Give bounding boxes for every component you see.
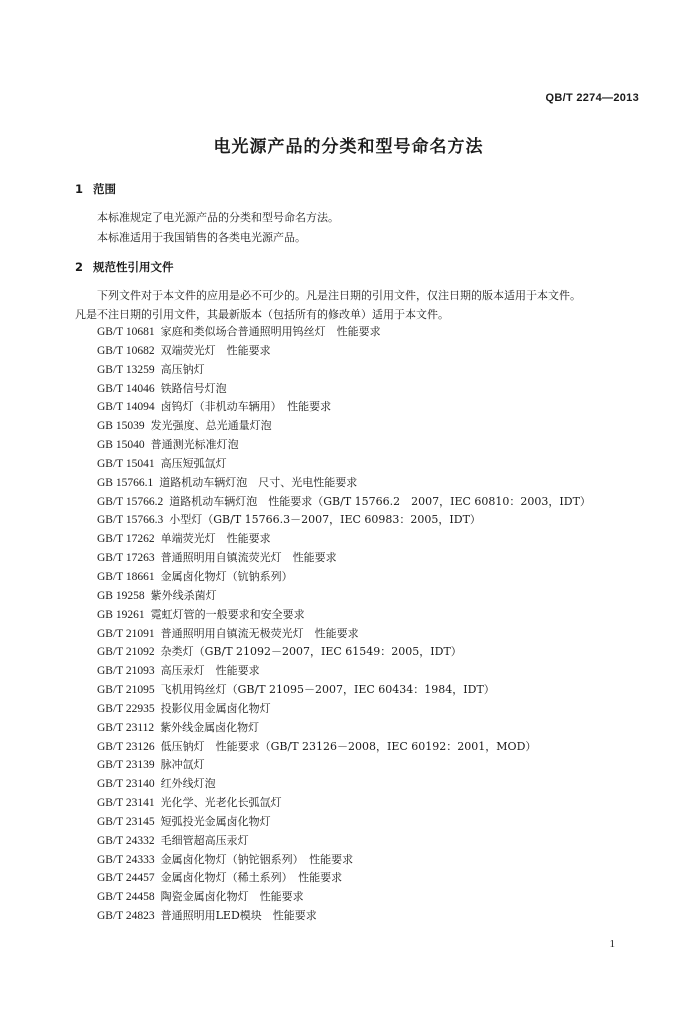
reference-code: GB/T 14094	[97, 401, 155, 414]
reference-title: 光化学、光老化长弧氙灯	[160, 796, 282, 810]
section-title: 规范性引用文件	[93, 260, 174, 274]
reference-code: GB 19258	[97, 589, 145, 602]
reference-item	[97, 832, 591, 851]
reference-title: 紫外线金属卤化物灯	[160, 720, 260, 734]
reference-title: 普通照明用LED模块 性能要求	[160, 909, 317, 923]
reference-item	[97, 851, 591, 870]
reference-code: GB/T 24823	[97, 910, 155, 923]
reference-item	[97, 568, 591, 587]
reference-title: 高压短弧氙灯	[160, 456, 227, 470]
reference-item	[97, 493, 591, 512]
reference-code: GB/T 10681	[97, 326, 155, 338]
paragraph: 下列文件对于本文件的应用是必不可少的。凡是注日期的引用文件，仅注日期的版本适用于本文件。	[97, 289, 581, 302]
reference-title: 高压钠灯	[160, 362, 205, 376]
reference-code: GB/T 15766.3	[97, 514, 164, 527]
reference-code: GB/T 23140	[97, 778, 155, 791]
reference-title: 普通照明用自镇流无极荧光灯 性能要求	[160, 626, 359, 640]
reference-title: 发光强度、总光通量灯泡	[150, 419, 272, 433]
reference-code: GB/T 23139	[97, 759, 155, 772]
reference-title: 脉冲氙灯	[160, 758, 205, 772]
reference-title: 单端荧光灯 性能要求	[160, 532, 271, 546]
reference-title: 杂类灯（GB/T 21092－2007，IEC 61549：2005，IDT）	[160, 645, 462, 659]
reference-title: 金属卤化物灯（钪钠系列）	[160, 569, 293, 583]
reference-title: 双端荧光灯 性能要求	[160, 343, 271, 357]
standard-code: QB/T 2274—2013	[545, 92, 639, 104]
reference-item	[97, 888, 591, 907]
reference-title: 投影仪用金属卤化物灯	[160, 701, 271, 715]
reference-code: GB/T 10682	[97, 344, 155, 357]
reference-item	[97, 474, 591, 493]
reference-title: 陶瓷金属卤化物灯 性能要求	[160, 890, 304, 904]
reference-title: 铁路信号灯泡	[160, 381, 227, 395]
reference-item	[97, 530, 591, 549]
reference-code: GB 15039	[97, 420, 145, 433]
reference-item	[97, 700, 591, 719]
reference-code: GB 15766.1	[97, 476, 154, 489]
reference-title: 家庭和类似场合普通照明用钨丝灯 性能要求	[160, 325, 381, 338]
reference-code: GB/T 21092	[97, 646, 155, 659]
reference-title: 普通测光标准灯泡	[150, 438, 239, 452]
section-title: 范围	[93, 182, 116, 196]
reference-list	[97, 323, 591, 926]
reference-code: GB/T 23145	[97, 815, 155, 828]
reference-title: 低压钠灯 性能要求（GB/T 23126－2008，IEC 60192：2001，MOD）	[160, 739, 537, 753]
reference-code: GB/T 22935	[97, 702, 155, 715]
reference-title: 普通照明用自镇流荧光灯 性能要求	[160, 551, 337, 565]
reference-title: 毛细管超高压汞灯	[160, 833, 249, 847]
reference-title: 小型灯（GB/T 15766.3－2007，IEC 60983：2005，IDT）	[169, 513, 481, 527]
reference-code: GB/T 23126	[97, 740, 155, 753]
reference-code: GB/T 18661	[97, 570, 155, 583]
reference-code: GB/T 17262	[97, 533, 155, 546]
reference-item	[97, 361, 591, 380]
reference-item	[97, 756, 591, 775]
reference-code: GB/T 21091	[97, 627, 155, 640]
reference-code: GB/T 24332	[97, 834, 155, 847]
reference-item	[97, 417, 591, 436]
reference-title: 高压汞灯 性能要求	[160, 664, 260, 678]
reference-code: GB/T 24333	[97, 853, 155, 866]
reference-code: GB/T 13259	[97, 363, 155, 376]
reference-title: 红外线灯泡	[160, 777, 216, 791]
reference-code: GB 19261	[97, 608, 145, 621]
reference-item	[97, 813, 591, 832]
reference-item	[97, 775, 591, 794]
reference-item	[97, 455, 591, 474]
reference-item	[97, 662, 591, 681]
paragraph: 本标准规定了电光源产品的分类和型号命名方法。	[97, 211, 339, 224]
section-heading-normative-references	[75, 259, 174, 275]
reference-item	[97, 869, 591, 888]
reference-title: 道路机动车辆灯泡 性能要求（GB/T 15766.2 2007，IEC 60810：2003，IDT）	[169, 494, 591, 508]
reference-item	[97, 719, 591, 738]
document-title: 电光源产品的分类和型号命名方法	[213, 137, 484, 157]
reference-item	[97, 342, 591, 361]
section-number: 2	[75, 260, 84, 274]
reference-code: GB/T 21095	[97, 684, 155, 697]
page-number: 1	[609, 938, 615, 950]
reference-item	[97, 398, 591, 417]
reference-title: 霓虹灯管的一般要求和安全要求	[150, 607, 305, 621]
reference-title: 道路机动车辆灯泡 尺寸、光电性能要求	[159, 475, 358, 489]
reference-code: GB/T 15766.2	[97, 495, 164, 508]
reference-item	[97, 380, 591, 399]
reference-item	[97, 625, 591, 644]
reference-title: 金属卤化物灯（钠铊铟系列） 性能要求	[160, 852, 354, 866]
reference-item	[97, 681, 591, 700]
reference-item	[97, 549, 591, 568]
reference-code: GB/T 14046	[97, 382, 155, 395]
reference-item	[97, 511, 591, 530]
reference-code: GB/T 15041	[97, 457, 155, 470]
reference-item	[97, 436, 591, 455]
reference-code: GB/T 17263	[97, 552, 155, 565]
reference-item	[97, 587, 591, 606]
reference-item	[97, 323, 591, 342]
reference-item	[97, 643, 591, 662]
reference-code: GB/T 24458	[97, 891, 155, 904]
reference-title: 卤钨灯（非机动车辆用） 性能要求	[160, 400, 332, 414]
section-number: 1	[75, 182, 84, 196]
reference-item	[97, 606, 591, 625]
reference-item	[97, 907, 591, 926]
reference-title: 紫外线杀菌灯	[150, 588, 217, 602]
reference-code: GB/T 23112	[97, 721, 155, 734]
reference-title: 飞机用钨丝灯（GB/T 21095－2007，IEC 60434：1984，IDT）	[160, 683, 495, 697]
section-heading-scope	[75, 181, 116, 197]
reference-title: 金属卤化物灯（稀土系列） 性能要求	[160, 871, 343, 885]
reference-code: GB/T 23141	[97, 797, 155, 810]
reference-code: GB 15040	[97, 439, 145, 452]
reference-code: GB/T 21093	[97, 665, 155, 678]
paragraph: 本标准适用于我国销售的各类电光源产品。	[97, 231, 306, 244]
reference-code: GB/T 24457	[97, 872, 155, 885]
reference-item	[97, 794, 591, 813]
reference-title: 短弧投光金属卤化物灯	[160, 814, 271, 828]
reference-item	[97, 738, 591, 757]
paragraph: 凡是不注日期的引用文件，其最新版本（包括所有的修改单）适用于本文件。	[75, 308, 449, 321]
